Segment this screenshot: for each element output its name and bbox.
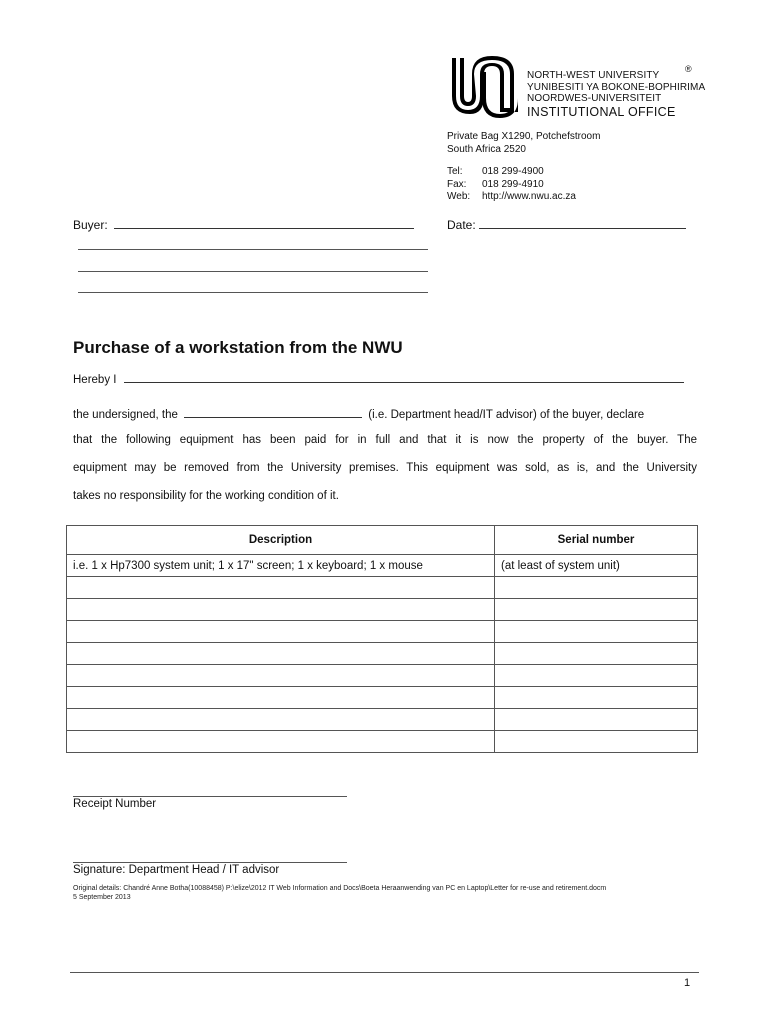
contact-value: 018 299-4900 bbox=[482, 166, 544, 177]
buyer-address-line[interactable] bbox=[78, 292, 428, 293]
serial-cell[interactable] bbox=[495, 687, 698, 709]
document-title: Purchase of a workstation from the NWU bbox=[73, 338, 403, 357]
position-input-line[interactable] bbox=[184, 406, 362, 418]
hereby-label: Hereby I bbox=[73, 374, 117, 386]
serial-cell[interactable] bbox=[495, 599, 698, 621]
office-name: INSTITUTIONAL OFFICE bbox=[527, 104, 676, 119]
table-header-row bbox=[67, 526, 698, 555]
signature-line[interactable] bbox=[73, 862, 347, 863]
table-row bbox=[67, 643, 698, 665]
university-name-tn: YUNIBESITI YA BOKONE-BOPHIRIMA bbox=[527, 81, 706, 93]
description-cell[interactable] bbox=[67, 577, 495, 599]
document-date: 5 September 2013 bbox=[73, 894, 131, 901]
buyer-input-line[interactable] bbox=[114, 217, 414, 229]
footnote bbox=[73, 884, 606, 902]
date-field bbox=[447, 217, 686, 232]
serial-cell[interactable] bbox=[495, 665, 698, 687]
table-row bbox=[67, 577, 698, 599]
description-cell[interactable] bbox=[67, 687, 495, 709]
serial-cell[interactable] bbox=[495, 731, 698, 753]
university-name-af: NOORDWES-UNIVERSITEIT bbox=[527, 93, 662, 104]
contact-label: Web: bbox=[447, 191, 471, 202]
contact-value: 018 299-4910 bbox=[482, 178, 544, 190]
table-row bbox=[67, 599, 698, 621]
receipt-number-line[interactable] bbox=[73, 796, 347, 797]
nwu-logo-icon bbox=[448, 52, 520, 118]
column-header-serial: Serial number bbox=[495, 526, 698, 555]
description-cell[interactable] bbox=[67, 731, 495, 753]
declaration-line-3: takes no responsibility for the working condition of it. bbox=[73, 490, 339, 502]
serial-cell[interactable] bbox=[495, 621, 698, 643]
undersigned-prefix: the undersigned, the bbox=[73, 409, 178, 421]
column-header-description: Description bbox=[67, 526, 495, 555]
address-line-2: South Africa 2520 bbox=[447, 143, 526, 155]
university-names bbox=[527, 70, 705, 119]
address-block bbox=[447, 131, 600, 156]
description-cell[interactable] bbox=[67, 643, 495, 665]
table-row bbox=[67, 709, 698, 731]
serial-cell[interactable] bbox=[495, 643, 698, 665]
name-input-line[interactable] bbox=[124, 371, 684, 383]
declaration-line-2: equipment may be removed from the University premises. This equipment was sold, as is, and the University bbox=[73, 462, 697, 474]
contact-label: Tel: bbox=[447, 166, 463, 177]
contact-block bbox=[447, 166, 576, 204]
equipment-table bbox=[66, 525, 698, 753]
registered-mark: ® bbox=[685, 64, 692, 74]
footer-divider bbox=[70, 972, 699, 973]
receipt-number-label: Receipt Number bbox=[73, 798, 157, 810]
table-row bbox=[67, 555, 698, 577]
serial-cell[interactable] bbox=[495, 709, 698, 731]
date-input-line[interactable] bbox=[479, 217, 686, 229]
undersigned-line bbox=[73, 406, 697, 421]
contact-web bbox=[447, 191, 576, 204]
buyer-field bbox=[73, 217, 414, 232]
address-line-1: Private Bag X1290, Potchefstroom bbox=[447, 131, 601, 142]
undersigned-suffix: (i.e. Department head/IT advisor) of the buyer, declare bbox=[368, 409, 645, 421]
date-label: Date: bbox=[447, 218, 476, 232]
buyer-address-line[interactable] bbox=[78, 271, 428, 272]
description-cell[interactable] bbox=[67, 709, 495, 731]
page-number: 1 bbox=[684, 977, 691, 989]
signature-label: Signature: Department Head / IT advisor bbox=[73, 864, 280, 876]
original-details: Original details: Chandré Anne Botha(10088458) P:\elize\2012 IT Web Information and Docs\Boeta Heraanwending van PC en Laptop\Letter for re-use and retirement.docm bbox=[73, 885, 607, 892]
buyer-address-line[interactable] bbox=[78, 249, 428, 250]
description-cell[interactable]: i.e. 1 x Hp7300 system unit; 1 x 17" screen; 1 x keyboard; 1 x mouse bbox=[67, 555, 495, 577]
description-cell[interactable] bbox=[67, 665, 495, 687]
table-row bbox=[67, 731, 698, 753]
university-name-en: NORTH-WEST UNIVERSITY bbox=[527, 70, 660, 81]
contact-fax bbox=[447, 179, 576, 192]
description-cell[interactable] bbox=[67, 599, 495, 621]
hereby-line bbox=[73, 371, 697, 386]
table-row bbox=[67, 621, 698, 643]
contact-tel bbox=[447, 166, 576, 179]
buyer-label: Buyer: bbox=[73, 218, 108, 232]
serial-cell[interactable] bbox=[495, 577, 698, 599]
contact-value[interactable]: http://www.nwu.ac.za bbox=[482, 191, 576, 202]
contact-label: Fax: bbox=[447, 178, 467, 190]
table-row bbox=[67, 665, 698, 687]
serial-cell[interactable]: (at least of system unit) bbox=[495, 555, 698, 577]
declaration-line-1: that the following equipment has been paid for in full and that it is now the property of the buyer. The bbox=[73, 434, 697, 446]
description-cell[interactable] bbox=[67, 621, 495, 643]
table-row bbox=[67, 687, 698, 709]
